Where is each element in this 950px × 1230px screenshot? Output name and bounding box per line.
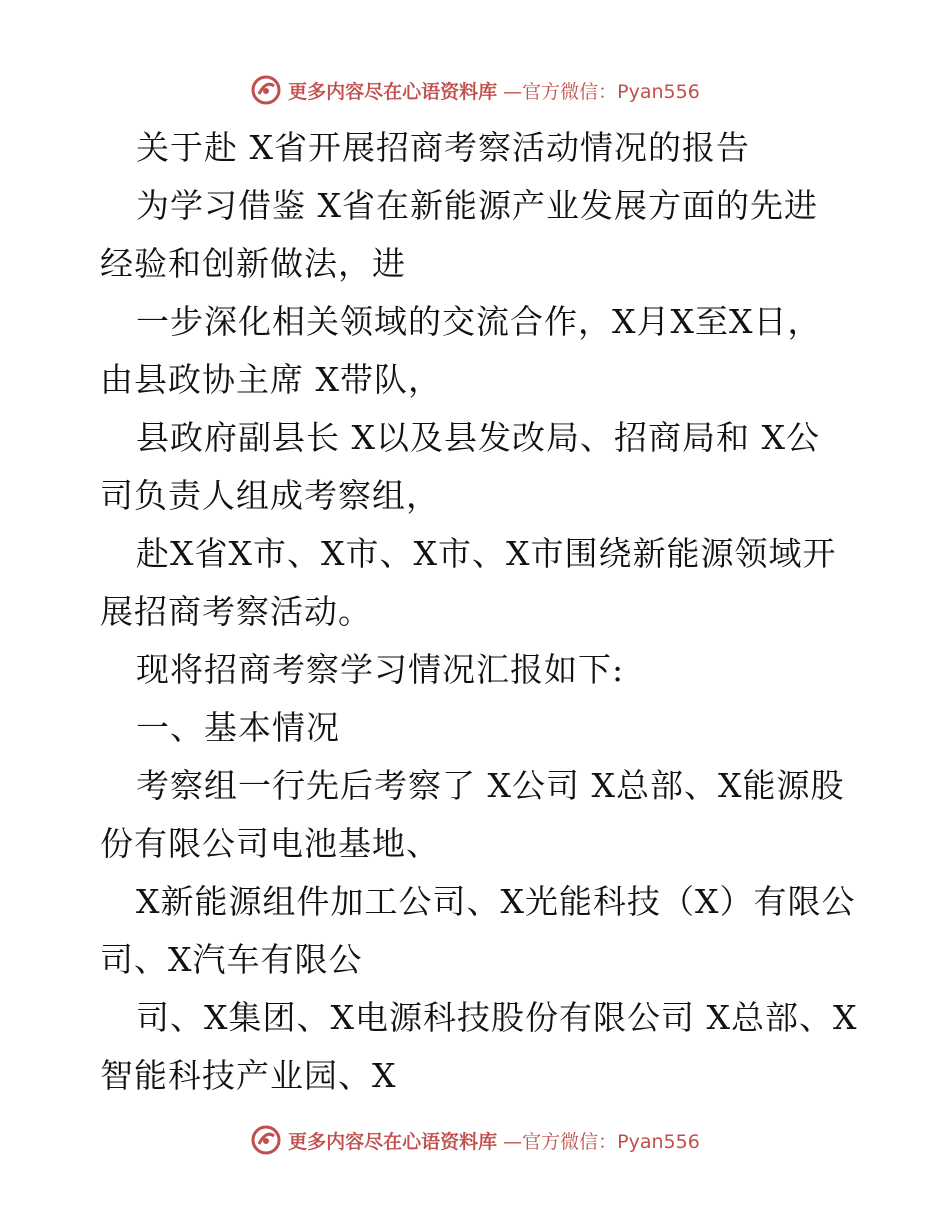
paragraph-line: X新能源组件加工公司、X光能科技（X）有限公 [136, 882, 856, 921]
paragraph-line: 智能科技产业园、X [100, 1056, 397, 1095]
logo-icon [250, 74, 282, 106]
watermark-top-text: 更多内容尽在心语资料库 [288, 80, 498, 103]
paragraph-line: 经验和创新做法，进 [100, 244, 406, 283]
paragraph-line: 县政府副县长 X以及县发改局、招商局和 X公 [136, 418, 820, 457]
watermark-bottom-text: 更多内容尽在心语资料库 [288, 1130, 498, 1153]
paragraph-line: 考察组一行先后考察了 X公司 X总部、X能源股 [136, 766, 845, 805]
paragraph-line: 份有限公司电池基地、 [100, 824, 440, 863]
paragraph-line: 赴X省X市、X市、X市、X市围绕新能源领域开 [136, 534, 837, 573]
paragraph-line: 一步深化相关领域的交流合作，X月X至X日， [136, 302, 822, 341]
watermark-bottom [0, 1120, 950, 1160]
watermark-top-contact: —官方微信：Pyan556 [503, 80, 700, 103]
paragraph-line: 为学习借鉴 X省在新能源产业发展方面的先进 [136, 186, 818, 225]
section-heading: 一、基本情况 [136, 708, 340, 747]
paragraph-line: 展招商考察活动。 [100, 592, 372, 631]
paragraph-line: 由县政协主席 X带队， [100, 360, 442, 399]
paragraph-line: 司、X汽车有限公 [100, 940, 363, 979]
watermark-top [0, 70, 950, 110]
paragraph-line: 司、X集团、X电源科技股份有限公司 X总部、X [136, 998, 858, 1037]
watermark-bottom-contact: —官方微信：Pyan556 [503, 1130, 700, 1153]
paragraph-line: 现将招商考察学习情况汇报如下: [136, 650, 625, 689]
paragraph-line: 司负责人组成考察组， [100, 476, 440, 515]
document-title: 关于赴 X省开展招商考察活动情况的报告 [136, 128, 750, 167]
logo-icon [250, 1124, 282, 1156]
